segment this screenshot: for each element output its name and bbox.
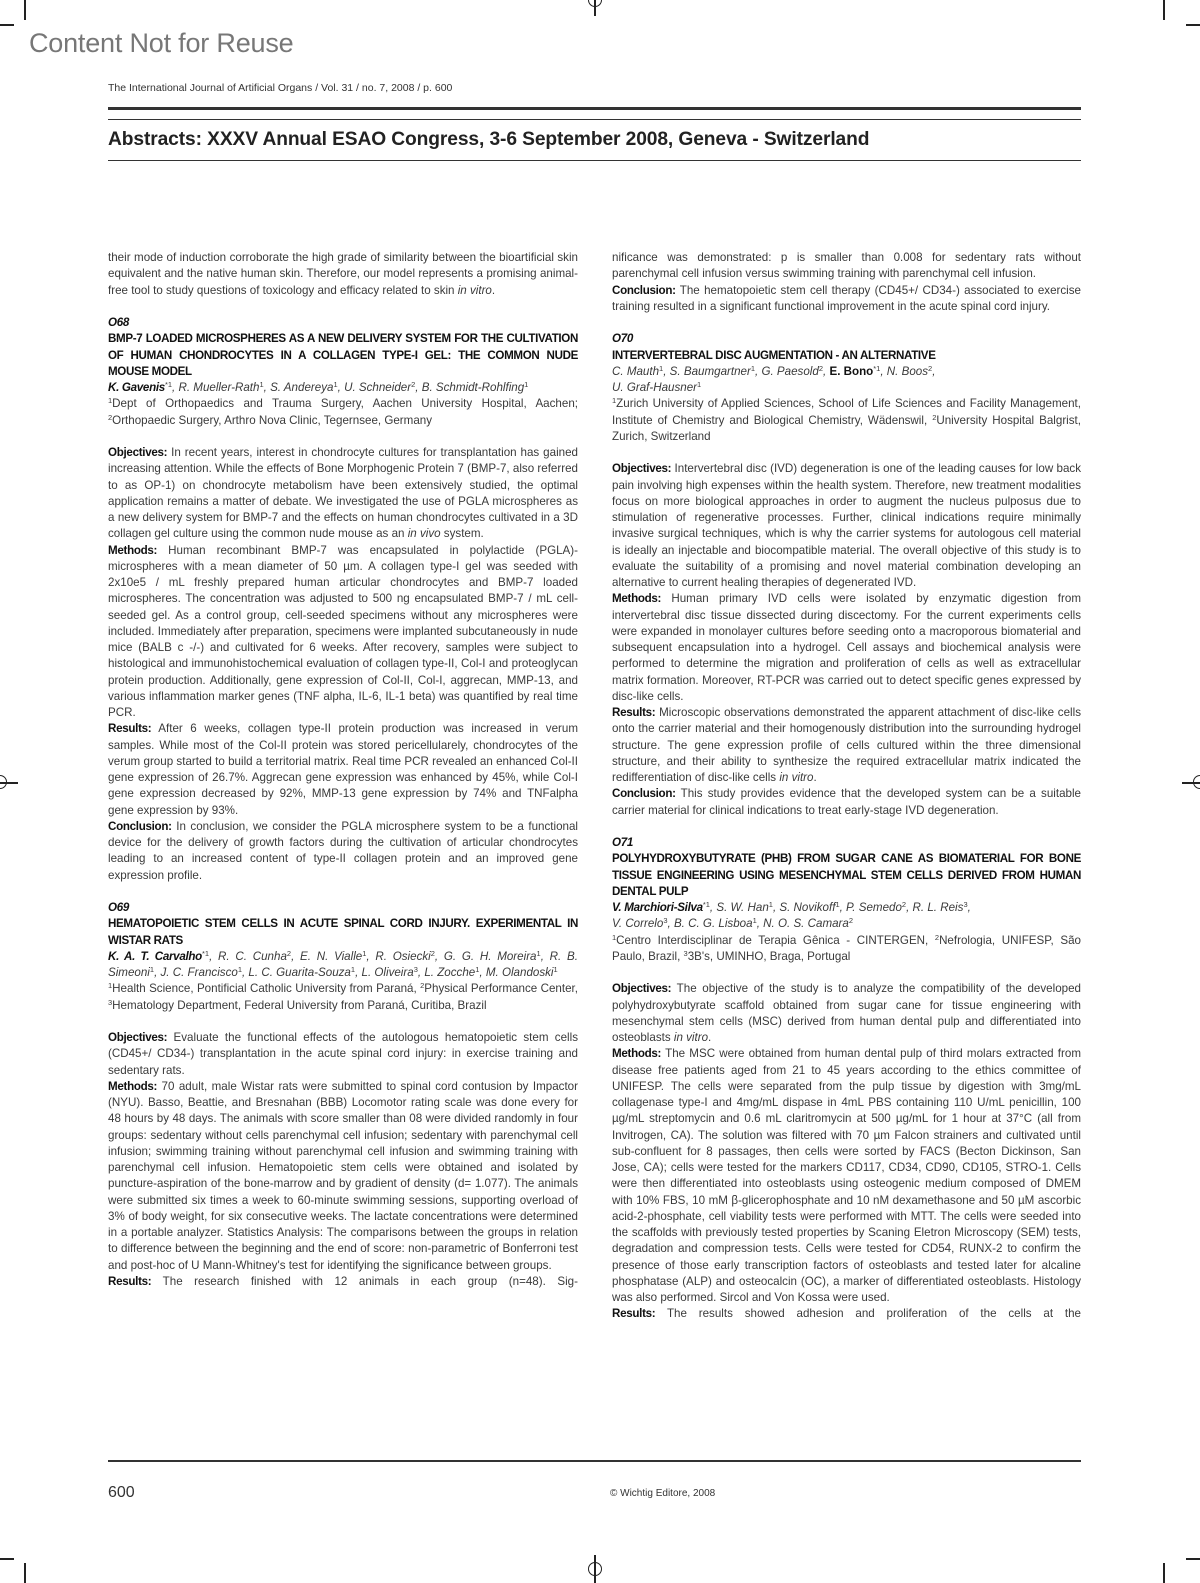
- abstract-id: O69: [108, 901, 130, 914]
- text-run: Human recombinant BMP-7 was encapsulated in polylactide (PGLA)-microspheres with a mean diameter of 50 µm. A collagen type-I gel was seeded with 2x10e5 / mL freshly prepared human articular chondrocytes and BMP-7 loaded microspheres. The concentration was adjusted to 500 ng encapsulated BMP-7 / mL cell-seeded gel. As a control group, cell-seeded specimens without any microspheres were included. Immediately after preparation, specimens were implanted subcutaneously in nude mice (BALB c -/-) and cultivated for 6 weeks. After recovery, samples were subject to histological and immunohistochemical evaluation of collagen type-II, Col-I and proteoglycan protein production. Additionally, gene expression of Col-II, Col-I, aggrecan, MMP-13, and various inflammation marker genes (TNF alpha, IL-6, IL-1 beta) was quantified by real time PCR.: [108, 543, 578, 719]
- abstract-o68: [108, 315, 578, 884]
- text-run: Nefrologia, UNIFESP, São Paulo, Brazil,: [612, 933, 1081, 963]
- copyright: © Wichtig Editore, 2008: [610, 1488, 716, 1499]
- text-run: The objective of the study is to analyze the compatibility of the developed polyhydroxybutyrate scaffold obtained from sugar cane for tissue engineering with mesenchymal stem cells (MSC) derived from human dental pulp and differentiated into osteoblasts: [612, 982, 1081, 1044]
- crop-mark: [1163, 0, 1165, 20]
- section-methods: [108, 543, 578, 722]
- text-run: , M. Olandoski: [479, 966, 554, 979]
- superscript: 1: [750, 363, 756, 373]
- superscript: 2: [901, 900, 907, 909]
- superscript: 1: [350, 965, 356, 974]
- superscript: 1: [475, 965, 480, 974]
- abstract-affiliations: [612, 933, 1081, 966]
- text-run: Microscopic observations demonstrated the apparent attachment of disc-like cells onto the carrier material and their homogenously distribution into the surrounding hydrogel structure. The gene expression profile of cells cultured within the three dimensional structure, and their ability to synthesize the required extracellular matrix indicated the redifferentiation of disc-like cells: [612, 706, 1081, 784]
- section-results: [108, 1274, 578, 1290]
- superscript: 2: [411, 380, 416, 389]
- section-label: Conclusion:: [612, 283, 676, 297]
- text-run: The MSC were obtained from human dental pulp of third molars extracted from disease free patients aged from 21 to 45 years according to the ethics committee of UNIFESP. The cells were separated from the pulp tissue by digestion with 3mg/mL collagenase type-I and 4mg/mL dispase in 4mL PBS containing 110 U/mL penicillin, 100 µg/mL streptomycin and 0.6 mL claritromycin at 500 µg/mL for 1 hour at 37°C (all from Invitrogen, CA). The solution was filtered with 70 µm Falcon strainers and cultivated until sub-confluent for 8 passages, then cells were sorted by FACS (Becton Dickinson, San Jose, CA); cells were tested for the markers CD117, CD34, CD90, CD105, STRO-1. Cells were then differentiated into osteoblasts using osteogenic medium composed of DMEM with 10% FBS, 10 mM β-glicerophosphate and 10 nM dexamethasone and 50 µM ascorbic acid-2-phosphate, cell viability tests were performed with MTT. The cells were seeded into the scaffolds with previously tested properties by Scaning Eletron Microscopy (SEM) tests, degradation and compression tests. Cells were tested for CD54, RUNX-2 to confirm the presence of those early transcription factors of osteoblasts and tested later for alcaline phosphatase (ALP) and osteocalcin (OC), a marker of differentiated osteoblasts. Histology was also performed. Sircol and Von Kossa were used.: [612, 1047, 1081, 1304]
- text-run: .: [708, 1031, 712, 1044]
- text-run: 70 adult, male Wistar rats were submitted to spinal cord contusion by Impactor (NYU). Basso, Beattie, and Bresnahan (BBB) Locomotor rating scale was done every for 48 hours by 48 days. The animals with score smaller than 08 were divided randomly in four groups: sedentary without cells parenchymal cell infusion; sedentary with parenchymal cell infusion; swimming training without parenchymal cell infusion and swimming training with parenchymal cell infusion. Hematopoietic stem cells were obtained and isolated by puncture-aspiration of the bone-marrow and by gradient of density (d= 1.077). The animals were submitted six times a week to 60-minute swimming sessions, supporting overload of 3% of body weight, for six consecutive weeks. The lactate concentrations were determined in a portable analyzer. Statistics Analysis: The comparisons between the groups in relation to difference between the beginning and the end of score: non-parametric of Bonferroni test and post-hoc of U Mann-Whitney's test for identifying the significance between groups.: [108, 1079, 578, 1272]
- superscript: 1: [553, 965, 558, 974]
- section-label: Objectives:: [108, 1031, 168, 1044]
- section-label: Results:: [108, 1274, 152, 1288]
- abstract-id: O71: [612, 836, 634, 849]
- abstract-authors: [612, 364, 1081, 397]
- superscript: 2: [848, 916, 854, 926]
- text-run: nificance was demonstrated: p is smaller than 0.008 for sedentary rats without parenchymal cell infusion versus swimming training with parenchymal cell infusion.: [612, 251, 1081, 281]
- text-run: The research finished with 12 animals in each group (n=48). Sig-: [151, 1274, 578, 1288]
- text-run: .: [491, 283, 496, 297]
- text-run: , P. Semedo: [839, 901, 902, 914]
- abstract-affiliations: [108, 396, 578, 429]
- section-conclusion: [612, 786, 1081, 819]
- text-run: , S. W. Han: [709, 901, 769, 914]
- superscript: *1: [164, 380, 173, 389]
- superscript: 1: [612, 932, 617, 942]
- text-run: In recent years, interest in chondrocyte cultures for transplantation has gained increasing attention. While the effects of Bone Morphogenic Protein 7 (BMP-7, also referred to as OP-1) on chondrocyte metabolism have been extensively studied, the optimal application remains a matter of debate. We investigated the use of PGLA microspheres as a new delivery system for BMP-7 and the effects on human chondrocytes cultivated in a 3D collagen gel culture using the common nude mouse as an: [108, 446, 578, 541]
- section-label: Methods:: [108, 1079, 158, 1093]
- superscript: 2: [932, 412, 937, 422]
- section-methods: [612, 591, 1081, 705]
- section-methods: [108, 1079, 578, 1274]
- section-conclusion: [108, 819, 578, 884]
- text-run: Intervertebral disc (IVD) degeneration is one of the leading causes for low back pain involving high expenses within the health system. Therefore, new treatment modalities focus on more biological approaches in order to augment the nucleus pulposus due to stimulation of regenerative processes. Further, clinical indications require minimally invasive surgical techniques, which is why the carrier systems for autologous cell material is ideally an injectable and biocompatible material. The overall objective of this study is to evaluate the suitability of a promising and novel material combination developing an alternative to current healing therapies of degenerated IVD.: [612, 462, 1081, 589]
- abstract-authors: [108, 949, 578, 982]
- section-label: Objectives:: [612, 982, 672, 996]
- superscript: 2: [420, 981, 425, 991]
- registration-circle-icon: [0, 775, 7, 789]
- text-run: U. Graf-Hausner: [612, 381, 698, 394]
- text-run: V. Marchiori-Silva: [612, 901, 703, 914]
- crop-mark: [24, 1563, 26, 1583]
- superscript: 1: [333, 380, 338, 389]
- section-label: Conclusion:: [612, 787, 676, 801]
- section-objectives: [612, 981, 1081, 1046]
- text-run: Orthopaedic Surgery, Arthro Nova Clinic, Tegernsee, Germany: [112, 413, 433, 427]
- crop-mark: [24, 0, 26, 20]
- superscript: 1: [524, 380, 529, 389]
- superscript: 1: [612, 396, 617, 406]
- abstract-o71: [612, 835, 1081, 1323]
- abstract-authors: [612, 900, 1081, 933]
- superscript: *1: [201, 948, 210, 958]
- text-run: 3B's, UMINHO, Braga, Portugal: [687, 949, 851, 963]
- footer-rule: [108, 1460, 1081, 1462]
- section-conclusion: [612, 283, 1081, 316]
- section-results: [612, 1306, 1081, 1322]
- superscript: *1: [702, 900, 710, 909]
- header-rule-thin: [108, 119, 1081, 120]
- superscript: 1: [237, 965, 242, 974]
- text-run: in vitro: [673, 1031, 709, 1044]
- superscript: 2: [286, 948, 292, 958]
- journal-citation: The International Journal of Artificial Organs / Vol. 31 / no. 7, 2008 / p. 600: [108, 82, 453, 94]
- text-run: This study provides evidence that the developed system can be a suitable carrier material for clinical indications to treat early-stage IVD degeneration.: [612, 787, 1081, 817]
- text-run: K. Gavenis: [108, 381, 165, 394]
- registration-circle-icon: [588, 0, 602, 7]
- superscript: 3: [963, 900, 968, 909]
- superscript: 2: [928, 363, 933, 373]
- text-run: , R. B. Simeoni: [108, 949, 578, 979]
- text-run: University Hospital Balgrist, Zurich, Switzerland: [612, 413, 1082, 443]
- text-run: , R. Mueller-Rath: [172, 381, 260, 394]
- section-results: [612, 705, 1081, 786]
- text-run: Hematology Department, Federal University from Paraná, Curitiba, Brazil: [112, 998, 487, 1012]
- text-run: , L. C. Guarita-Souza: [241, 966, 351, 979]
- text-run: Centro Interdisciplinar de Terapia Gênica - CINTERGEN,: [616, 933, 935, 947]
- text-run: Zurich University of Applied Sciences, School of Life Sciences and Facility Management, Institute of Chemistry and Biological Chemistry, Wädenswil,: [612, 397, 1081, 427]
- text-run: , S. Novikoff: [772, 901, 836, 914]
- text-run: ,: [967, 901, 971, 914]
- text-run: The results showed adhesion and proliferation of the cells at the: [655, 1307, 1081, 1321]
- text-run: Physical Performance Center,: [424, 982, 578, 996]
- text-run: , L. Oliveira: [355, 966, 414, 979]
- text-run: K. A. T. Carvalho: [108, 949, 202, 963]
- text-run: , R. Osiecki: [366, 949, 431, 963]
- text-run: in vitro: [457, 283, 492, 297]
- text-run: V. Correlo: [612, 917, 664, 931]
- text-run: , G. G. H. Moreira: [434, 949, 537, 963]
- section-label: Methods:: [108, 543, 158, 557]
- superscript: 1: [752, 916, 757, 926]
- crop-mark: [1186, 1558, 1200, 1560]
- abstract-title: INTERVERTEBRAL DISC AUGMENTATION - AN ALTERNATIVE: [612, 348, 936, 362]
- text-run: , B. C. G. Lisboa: [667, 917, 753, 931]
- superscript: 1: [835, 900, 840, 909]
- text-run: Evaluate the functional effects of the autologous hematopoietic stem cells (CD45+/ CD34-) transplantation in the acute spinal cord injury: in exercise training and sedentary rats.: [108, 1031, 578, 1077]
- abstract-title: BMP-7 LOADED MICROSPHERES AS A NEW DELIVERY SYSTEM FOR THE CULTIVATION OF HUMAN CHONDROCYTES IN A COLLAGEN TYPE-I GEL: THE COMMON NUDE MOUSE MODEL: [108, 332, 578, 378]
- section-label: Methods:: [612, 1047, 662, 1061]
- abstract-o69: [108, 900, 578, 1290]
- text-run: , R. L. Reis: [906, 901, 964, 914]
- crop-mark: [0, 1558, 14, 1560]
- text-run: , S. Baumgartner: [663, 364, 751, 378]
- superscript: 1: [536, 948, 541, 958]
- text-run: After 6 weeks, collagen type-II protein production was increased in verum samples. While most of the Col-II protein was stored pericellularely, chondrocytes of the verum group started to build a territorial matrix. Real time PCR revealed an enhanced Col-II gene expression of 26.7%. Aggrecan gene expression was enhanced by 45%, while Col-I gene expression decreased by 92%, MMP-13 gene expression by 74% and TNFalpha gene expression by 93%.: [108, 722, 578, 817]
- superscript: 1: [697, 380, 702, 389]
- superscript: 2: [430, 948, 435, 958]
- right-column: [612, 250, 1081, 1323]
- crop-mark: [1163, 1563, 1165, 1583]
- page-number: 600: [108, 1484, 135, 1501]
- superscript: 1: [108, 396, 113, 406]
- left-column: [108, 250, 578, 1290]
- section-label: Objectives:: [108, 446, 168, 459]
- section-methods: [612, 1046, 1081, 1306]
- header-rule-thick: [108, 107, 1081, 110]
- crop-mark: [0, 24, 14, 26]
- abstract-affiliations: [612, 396, 1081, 445]
- text-run: .: [813, 771, 817, 784]
- section-label: Results:: [612, 1307, 656, 1321]
- section-label: Results:: [108, 722, 152, 736]
- superscript: 1: [768, 900, 773, 909]
- paragraph: [108, 250, 578, 299]
- section-label: Methods:: [612, 592, 662, 606]
- section-label: Results:: [612, 706, 656, 719]
- text-run: in vitro: [779, 771, 814, 784]
- superscript: 3: [108, 997, 113, 1007]
- text-run: in vivo: [407, 527, 441, 541]
- text-run: , G. Paesold: [755, 364, 819, 378]
- abstract-title: HEMATOPOIETIC STEM CELLS IN ACUTE SPINAL CORD INJURY. EXPERIMENTAL IN WISTAR RATS: [108, 917, 578, 947]
- text-run: , E. N. Vialle: [291, 949, 363, 963]
- superscript: 1: [149, 965, 155, 974]
- text-run: C. Mauth: [612, 364, 660, 378]
- text-run: ,: [823, 364, 830, 378]
- congress-title: Abstracts: XXXV Annual ESAO Congress, 3-6 September 2008, Geneva - Switzerland: [108, 129, 870, 150]
- superscript: 3: [413, 965, 418, 974]
- registration-circle-icon: [1193, 775, 1200, 789]
- registration-circle-icon: [588, 1562, 602, 1576]
- abstract-id: O70: [612, 332, 634, 346]
- text-run: , U. Schneider: [337, 381, 412, 394]
- abstract-authors: [108, 380, 578, 396]
- text-run: , L. Zocche: [417, 966, 476, 979]
- text-run: Health Science, Pontificial Catholic University from Paraná,: [112, 982, 421, 996]
- crop-mark: [1186, 24, 1200, 26]
- superscript: 2: [108, 412, 113, 422]
- text-run: In conclusion, we consider the PGLA microsphere system to be a functional device for the delivery of growth factors during the cultivation of articular chondrocytes leading to an increased content of type-II collagen protein and an improved gene expression profile.: [108, 819, 578, 882]
- section-label: Conclusion:: [108, 819, 172, 833]
- section-objectives: [108, 445, 578, 543]
- text-run: , R. C. Cunha: [209, 949, 287, 963]
- text-run: system.: [440, 527, 484, 541]
- paragraph: [612, 250, 1081, 283]
- text-run: Dept of Orthopaedics and Trauma Surgery, Aachen University Hospital, Aachen;: [112, 397, 578, 411]
- superscript: 3: [683, 948, 688, 958]
- superscript: 1: [659, 363, 664, 373]
- section-objectives: [612, 461, 1081, 591]
- abstract-id: O68: [108, 316, 130, 329]
- superscript: 2: [818, 363, 824, 373]
- section-label: Objectives:: [612, 462, 672, 476]
- section-objectives: [108, 1030, 578, 1079]
- text-run: Human primary IVD cells were isolated by enzymatic digestion from intervertebral disc tissue dissected during discectomy. For the current experiments cells were expanded in monolayer cultures before seeding onto a macroporous biomaterial and subsequent encapsulation into a hydrogel. Cell assays and biochemical analysis were performed to determine the migration and proliferation of cells as well as extracellular matrix formation. Moreover, RT-PCR was carried out to detect specific genes expressed by disc-like cells.: [612, 592, 1081, 703]
- text-run: , S. Andereya: [263, 381, 334, 394]
- text-run: , B. Schmidt-Rohlfing: [415, 381, 525, 394]
- abstract-title: POLYHYDROXYBUTYRATE (PHB) FROM SUGAR CANE AS BIOMATERIAL FOR BONE TISSUE ENGINEERING USING MESENCHYMAL STEM CELLS DERIVED FROM HUMAN DENTAL PULP: [612, 852, 1081, 898]
- text-run: , J. C. Francisco: [154, 966, 238, 979]
- superscript: 3: [663, 916, 668, 926]
- title-rule: [108, 160, 1081, 161]
- text-run: The hematopoietic stem cell therapy (CD45+/ CD34-) associated to exercise training resulted in a significant functional improvement in the acute spinal cord injury.: [612, 283, 1081, 313]
- text-run: , N. O. S. Camara: [756, 917, 849, 931]
- watermark: Content Not for Reuse: [29, 28, 294, 58]
- text-run: E. Bono: [829, 364, 874, 378]
- text-run: , N. Boos: [880, 364, 929, 378]
- superscript: *1: [873, 363, 881, 373]
- abstract-o70: [612, 331, 1081, 819]
- abstract-affiliations: [108, 981, 578, 1014]
- superscript: 1: [362, 948, 367, 958]
- section-results: [108, 721, 578, 819]
- superscript: 1: [108, 981, 113, 991]
- superscript: 1: [259, 380, 264, 389]
- superscript: 2: [934, 932, 940, 942]
- text-run: their mode of induction corroborate the high grade of similarity between the bioartificial skin equivalent and the native human skin. Therefore, our model represents a promising animal-free tool to study questions of toxicology and efficacy related to skin: [108, 251, 578, 297]
- text-run: ,: [932, 364, 936, 378]
